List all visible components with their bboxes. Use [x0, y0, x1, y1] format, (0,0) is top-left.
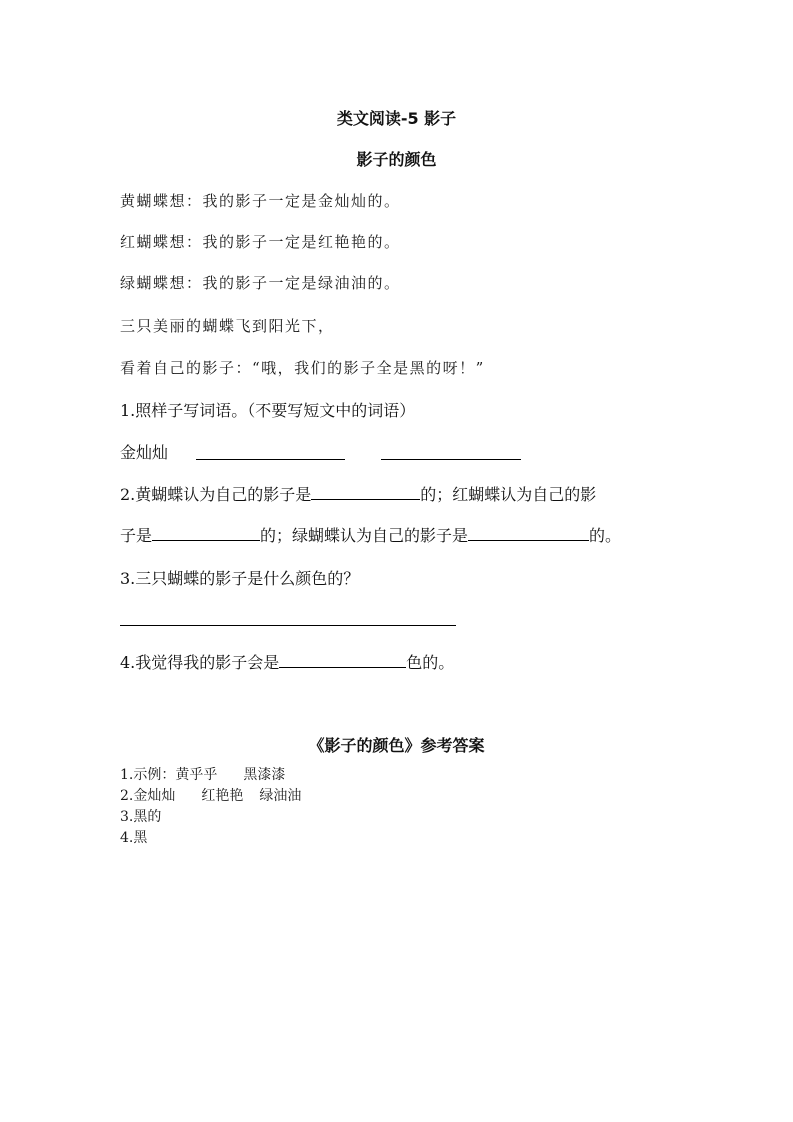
question-2-blank-red[interactable] — [152, 539, 260, 541]
poem-line: 看着自己的影子：“哦，我们的影子全是黑的呀！” — [120, 359, 485, 377]
question-1-prompt: 1.照样子写词语。（不要写短文中的词语） — [120, 401, 416, 420]
answer-word: 黑漆漆 — [243, 767, 286, 783]
answer-word: 绿油油 — [259, 788, 302, 804]
question-1-blank-1[interactable] — [196, 459, 345, 460]
answer-1 — [120, 764, 285, 784]
passage-title: 影子的颜色 — [356, 150, 437, 169]
question-2-text: 的。 — [589, 526, 622, 545]
answer-word: 黄乎乎 — [175, 767, 218, 783]
question-2-blank-yellow[interactable] — [311, 498, 420, 500]
question-1-blank-2[interactable] — [381, 459, 521, 460]
answer-label: 1.示例： — [120, 767, 176, 783]
answer-3: 3.黑的 — [120, 809, 162, 825]
answer-label: 2. — [120, 788, 134, 804]
answer-word: 金灿灿 — [133, 788, 176, 804]
poem-line: 三只美丽的蝴蝶飞到阳光下， — [120, 317, 335, 335]
question-2-blank-green[interactable] — [468, 539, 589, 541]
poem-line: 绿蝴蝶想：我的影子一定是绿油油的。 — [120, 274, 401, 292]
question-4-text: 色的。 — [406, 653, 455, 672]
question-1-example: 金灿灿 — [120, 443, 169, 462]
answer-key-title: 《影子的颜色》参考答案 — [308, 736, 485, 755]
poem-line: 红蝴蝶想：我的影子一定是红艳艳的。 — [120, 233, 401, 251]
question-4-text: 4.我觉得我的影子会是 — [120, 653, 280, 672]
question-2-text: 的；红蝴蝶认为自己的影 — [420, 485, 597, 504]
question-4-blank[interactable] — [279, 666, 406, 668]
poem-line: 黄蝴蝶想：我的影子一定是金灿灿的。 — [120, 192, 401, 210]
question-3-prompt: 3.三只蝴蝶的影子是什么颜色的？ — [120, 569, 360, 588]
question-3-answer-line[interactable] — [120, 625, 456, 626]
question-2-text: 的；绿蝴蝶认为自己的影子是 — [260, 526, 469, 545]
question-2-text: 子是 — [120, 526, 153, 545]
question-2-line-2 — [120, 523, 621, 546]
answer-4: 4.黑 — [120, 830, 148, 846]
answer-2 — [120, 785, 301, 805]
question-2-line-1 — [120, 482, 596, 505]
question-2-text: 2.黄蝴蝶认为自己的影子是 — [120, 485, 312, 504]
answer-word: 红艳艳 — [201, 788, 244, 804]
question-4-line — [120, 650, 454, 673]
document-title: 类文阅读-5 影子 — [336, 109, 457, 128]
